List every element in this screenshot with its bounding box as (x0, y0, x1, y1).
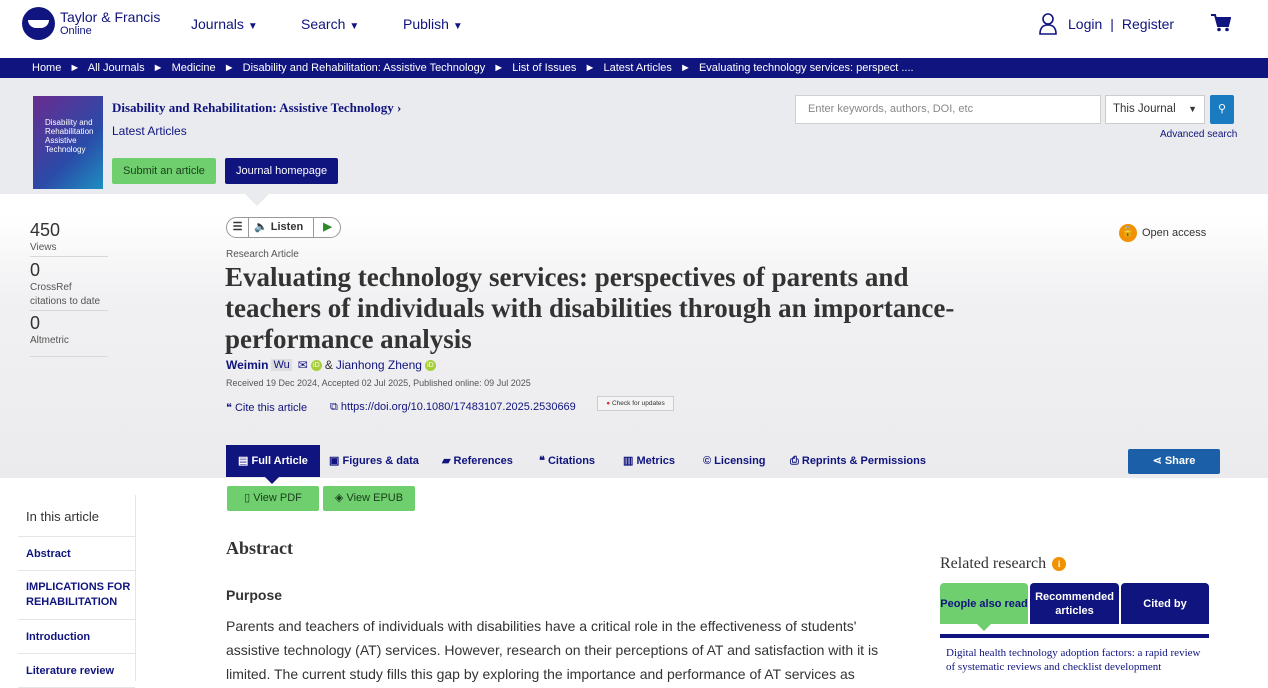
related-tab-cited-by[interactable]: Cited by (1121, 583, 1209, 624)
user-icon (1038, 12, 1058, 36)
journal-title: Disability and Rehabilitation: Assistive Technology (112, 100, 394, 115)
crossmark-icon: ● (606, 400, 611, 407)
listen-button[interactable] (254, 220, 303, 233)
speaker-icon: 🔈 (254, 221, 268, 233)
quote-icon: ❝ (226, 402, 232, 414)
tab-label: Figures & data (342, 455, 419, 467)
breadcrumb-sep: ► (152, 62, 164, 74)
chevron-down-icon: ▼ (452, 21, 463, 32)
metric-value: 450 (30, 220, 61, 240)
info-icon[interactable]: i (1052, 557, 1066, 571)
search-icon: ⚲ (1217, 103, 1227, 115)
tab-reprints[interactable] (790, 445, 926, 477)
breadcrumb-latest[interactable]: Latest Articles (603, 62, 672, 74)
external-link-icon: ⧉ (330, 401, 338, 413)
related-article-link[interactable]: Digital health technology adoption factors: a rapid review of systematic reviews and checklist development (946, 647, 1201, 673)
tab-figures[interactable] (329, 445, 419, 477)
metric-views (30, 220, 60, 255)
doi-link[interactable] (330, 401, 576, 414)
taylor-francis-logo[interactable] (22, 7, 160, 40)
latest-articles-link[interactable]: Latest Articles (112, 124, 187, 138)
account-links (1038, 12, 1174, 36)
cart-icon[interactable] (1211, 14, 1231, 37)
open-access-label: Open access (1142, 227, 1207, 239)
search-scope-value: This Journal (1113, 103, 1176, 115)
metric-crossref (30, 260, 110, 309)
open-access-badge (1119, 224, 1206, 242)
search-button[interactable] (1210, 95, 1234, 124)
in-this-article-sidebar (18, 495, 136, 681)
orcid-icon[interactable]: iD (311, 360, 322, 371)
email-icon[interactable]: ✉ (297, 358, 308, 372)
metric-altmetric (30, 313, 69, 348)
breadcrumb-sep: ► (493, 62, 505, 74)
menu-icon[interactable]: ☰ (227, 218, 249, 237)
breadcrumb-sep: ► (680, 62, 691, 74)
doi-text: https://doi.org/10.1080/17483107.2025.2530669 (340, 401, 576, 413)
tab-metrics[interactable] (623, 445, 675, 477)
chevron-right-icon: › (396, 100, 402, 115)
nav-search[interactable] (301, 16, 359, 32)
view-pdf-button[interactable] (227, 486, 319, 511)
view-epub-button[interactable] (323, 486, 415, 511)
bar-chart-icon: ▥ (623, 455, 634, 467)
breadcrumb (0, 58, 1268, 78)
listen-player (226, 217, 341, 238)
tab-label: Licensing (714, 455, 766, 467)
orcid-icon[interactable]: iD (425, 360, 436, 371)
nav-publish-label: Publish (403, 16, 449, 32)
article-title: Evaluating technology services: perspectives of parents and teachers of individuals with disabilities through an importance-performance analysis (225, 262, 955, 354)
tab-label: Citations (547, 455, 596, 467)
sidebar-heading: In this article (18, 495, 135, 537)
search-scope-select[interactable] (1105, 95, 1205, 124)
play-icon[interactable]: ▶ (313, 218, 341, 237)
purpose-heading: Purpose (226, 587, 283, 603)
chevron-down-icon: ▼ (349, 21, 360, 32)
tab-licensing[interactable] (703, 445, 766, 477)
divider (30, 256, 108, 257)
document-icon: ▤ (238, 455, 249, 467)
metric-label: CrossRef citations to date (30, 282, 101, 307)
related-divider (940, 634, 1209, 638)
copyright-icon: © (703, 455, 712, 467)
view-epub-label: View EPUB (346, 492, 404, 504)
brand-sub: Online (60, 24, 92, 37)
related-research-heading (940, 555, 1066, 573)
nav-journals-label: Journals (191, 16, 244, 32)
breadcrumb-current: Evaluating technology services: perspect .... (698, 62, 914, 74)
share-button[interactable] (1128, 449, 1220, 474)
breadcrumb-sep: ► (223, 62, 235, 74)
login-link[interactable]: Login (1068, 16, 1103, 32)
metric-value: 0 (30, 313, 41, 333)
cite-label: Cite this article (234, 402, 308, 414)
breadcrumb-sep: ► (584, 62, 596, 74)
share-label: Share (1164, 455, 1196, 467)
divider (30, 310, 108, 311)
sidebar-item-literature-review[interactable]: Literature review (18, 654, 135, 688)
tab-label: References (453, 455, 513, 467)
cover-title: Disability and Rehabilitation Assistive Technology (45, 118, 94, 154)
sidebar-item-introduction[interactable]: Introduction (18, 620, 135, 654)
chevron-down-icon: ▼ (1188, 104, 1197, 114)
listen-label: Listen (270, 221, 304, 233)
advanced-search-link[interactable]: Advanced search (1160, 129, 1238, 140)
quote-icon: ❝ (539, 455, 545, 467)
print-icon: ⎙ (790, 455, 799, 467)
author-list (226, 358, 436, 372)
tab-pointer (265, 477, 279, 484)
cite-article-link[interactable] (226, 401, 307, 414)
related-tab-people-also-read[interactable]: People also read (940, 583, 1028, 624)
account-separator: | (1110, 16, 1114, 32)
breadcrumb-home[interactable]: Home (32, 62, 62, 74)
submit-article-button[interactable]: Submit an article (112, 158, 216, 184)
journal-title-link[interactable] (112, 100, 401, 116)
book-icon: ▰ (442, 455, 451, 467)
site-header (0, 0, 1268, 58)
view-pdf-label: View PDF (253, 492, 302, 504)
logo-icon (22, 7, 55, 40)
breadcrumb-issues[interactable]: List of Issues (512, 62, 577, 74)
author-link[interactable]: Jianhong Zheng (335, 358, 422, 372)
sidebar-item-implications[interactable]: IMPLICATIONS FOR REHABILITATION (18, 571, 135, 620)
open-lock-icon: 🔓 (1119, 224, 1137, 242)
tab-label: Reprints & Permissions (801, 455, 926, 467)
register-link[interactable]: Register (1121, 16, 1175, 32)
author-separator: & (324, 358, 333, 372)
check-updates-label: Check for updates (611, 400, 665, 407)
journal-cover-image[interactable] (33, 96, 103, 189)
tab-full-article[interactable] (226, 445, 320, 477)
search-input[interactable]: Enter keywords, authors, DOI, etc (795, 95, 1101, 124)
breadcrumb-all-journals[interactable]: All Journals (87, 62, 145, 74)
breadcrumb-journal[interactable]: Disability and Rehabilitation: Assistive Technology (242, 62, 486, 74)
article-type: Research Article (226, 249, 299, 260)
metric-label: Views (30, 242, 57, 253)
breadcrumb-medicine[interactable]: Medicine (171, 62, 216, 74)
tab-references[interactable] (442, 445, 513, 477)
header-pointer (245, 194, 269, 206)
publication-dates: Received 19 Dec 2024, Accepted 02 Jul 2025, Published online: 09 Jul 2025 (226, 378, 531, 388)
tab-label: Metrics (636, 455, 675, 467)
brand-name: Taylor & Francis (60, 8, 161, 25)
author-surname[interactable]: Wu (273, 359, 290, 371)
related-title: Related research (940, 555, 1047, 572)
related-tab-pointer (977, 624, 991, 631)
image-icon: ▣ (329, 455, 340, 467)
epub-icon: ◈ (334, 492, 344, 504)
share-icon: ⋖ (1152, 455, 1162, 467)
journal-homepage-button[interactable]: Journal homepage (225, 158, 338, 184)
abstract-text: Parents and teachers of individuals with disabilities have a critical role in the effectiveness of students' assistive technology (AT) services. However, research on their perceptions of AT and satisfaction with it is limited. The current study fills this gap by exploring the importance and performance of AT services as (226, 618, 879, 682)
metric-label: Altmetric (30, 335, 69, 346)
tab-label: Full Article (251, 455, 308, 467)
breadcrumb-sep: ► (69, 62, 81, 74)
nav-search-label: Search (301, 16, 346, 32)
check-for-updates-button[interactable] (597, 396, 674, 411)
nav-publish[interactable] (403, 16, 463, 32)
sidebar-item-abstract[interactable]: Abstract (18, 537, 135, 571)
abstract-heading: Abstract (226, 538, 293, 558)
chevron-down-icon: ▼ (247, 21, 258, 32)
related-tab-recommended[interactable]: Recommended articles (1030, 583, 1119, 624)
author-link[interactable]: Weimin (226, 358, 269, 372)
divider (30, 356, 108, 357)
metric-value: 0 (30, 260, 41, 280)
pdf-icon: ▯ (244, 492, 251, 504)
tab-citations[interactable] (539, 445, 595, 477)
nav-journals[interactable] (191, 16, 258, 32)
